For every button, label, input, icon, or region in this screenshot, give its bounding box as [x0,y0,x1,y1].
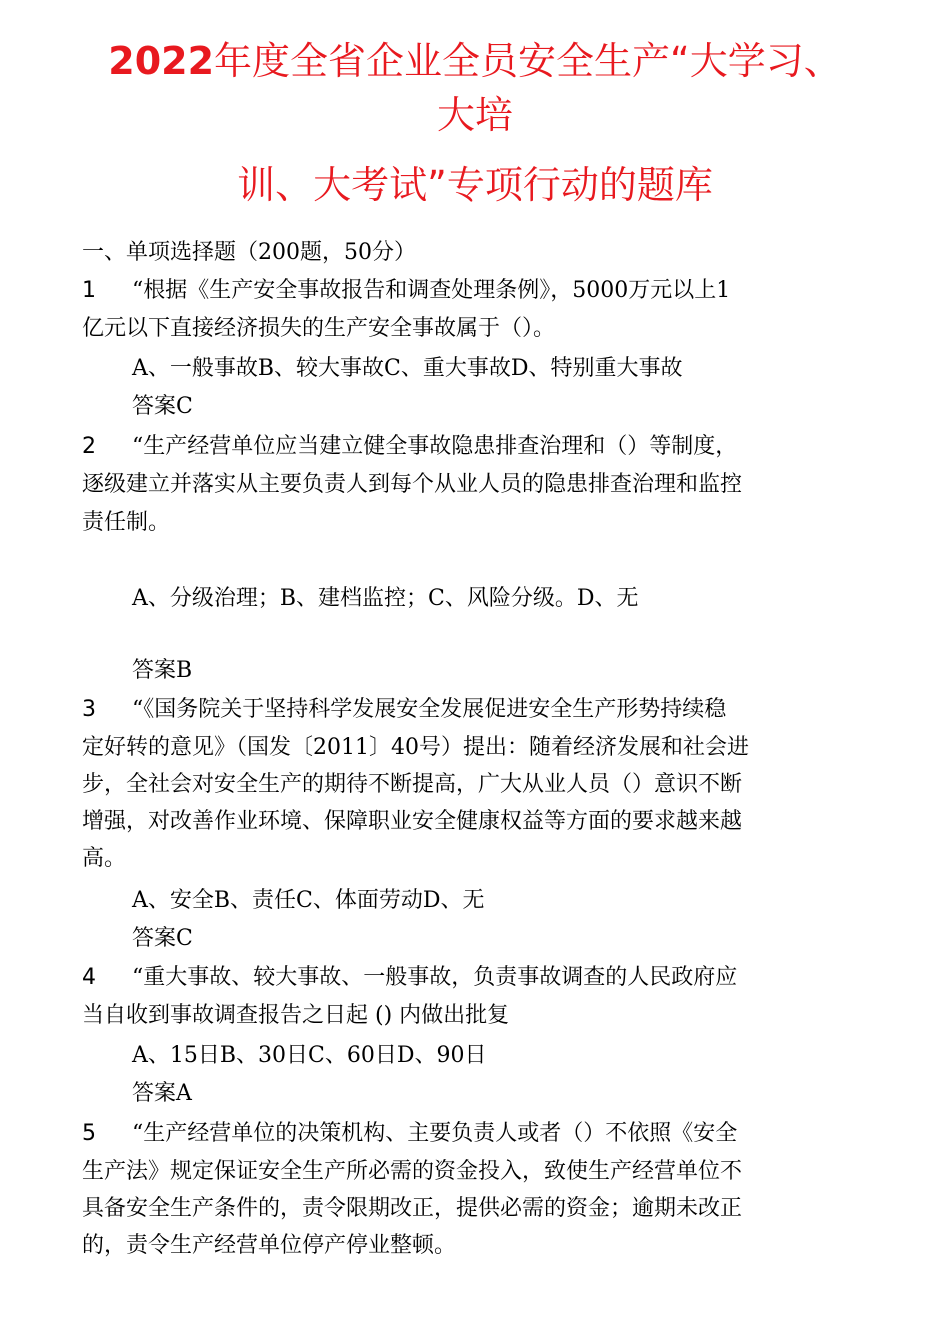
question-5-line-1 [82,1119,737,1149]
question-number: 5 [82,1121,96,1146]
question-3-line-2: 定好转的意见》（国发〔2011〕40号）提出：随着经济发展和社会进 [82,735,749,760]
question-2-answer: 答案B [132,658,193,683]
section-heading: 一、单项选择题（200题，50分） [82,240,416,265]
title-text: 年度全省企业全员安全生产“大学习、 [214,39,842,83]
question-number: 3 [82,697,96,722]
question-3-line-3: 步，全社会对安全生产的期待不断提高，广大从业人员（）意识不断 [82,772,743,797]
question-number: 2 [82,434,96,459]
question-4-line-2: 当自收到事故调查报告之日起 () 内做出批复 [82,1003,510,1028]
question-3-line-1 [82,695,726,725]
question-4-answer: 答案A [132,1081,192,1106]
question-2-line-1 [82,432,737,462]
document-title-line-3: 训、大考试”专项行动的题库 [237,163,713,207]
question-text: “生产经营单位的决策机构、主要负责人或者（）不依照《安全 [132,1121,738,1146]
question-3-line-5: 高。 [82,846,127,871]
question-2-line-2: 逐级建立并落实从主要负责人到每个从业人员的隐患排查治理和监控 [82,472,743,497]
question-3-options: A、安全B、责任C、体面劳动D、无 [132,888,485,913]
question-1-options: A、一般事故B、较大事故C、重大事故D、特别重大事故 [132,356,683,381]
question-2-options: A、分级治理；B、建档监控；C、风险分级。D、无 [132,586,639,611]
question-4-line-1 [82,963,737,993]
title-year: 2022 [108,39,215,83]
question-text: “根据《生产安全事故报告和调查处理条例》，5000万元以上1 [132,278,731,303]
question-5-line-4: 的，责令生产经营单位停产停业整顿。 [82,1233,457,1258]
question-4-options: A、15日B、30日C、60日D、90日 [132,1043,487,1068]
question-text: “《国务院关于坚持科学发展安全发展促进安全生产形势持续稳 [132,697,727,722]
document-title-line-1 [40,36,910,86]
question-number: 4 [82,965,96,990]
question-3-answer: 答案C [132,926,193,951]
question-text: “生产经营单位应当建立健全事故隐患排查治理和（）等制度， [132,434,738,459]
question-text: “重大事故、较大事故、一般事故，负责事故调查的人民政府应 [132,965,738,990]
document-title-line-2: 大培 [436,93,513,137]
question-5-line-3: 具备安全生产条件的，责令限期改正，提供必需的资金；逾期未改正 [82,1196,743,1221]
question-1-line-2: 亿元以下直接经济损失的生产安全事故属于（）。 [82,316,556,341]
question-1-line-1 [82,276,730,306]
question-number: 1 [82,278,96,303]
question-2-line-3: 责任制。 [82,510,171,535]
question-3-line-4: 增强，对改善作业环境、保障职业安全健康权益等方面的要求越来越 [82,809,743,834]
question-5-line-2: 生产法》规定保证安全生产所必需的资金投入，致使生产经营单位不 [82,1159,743,1184]
question-1-answer: 答案C [132,394,193,419]
